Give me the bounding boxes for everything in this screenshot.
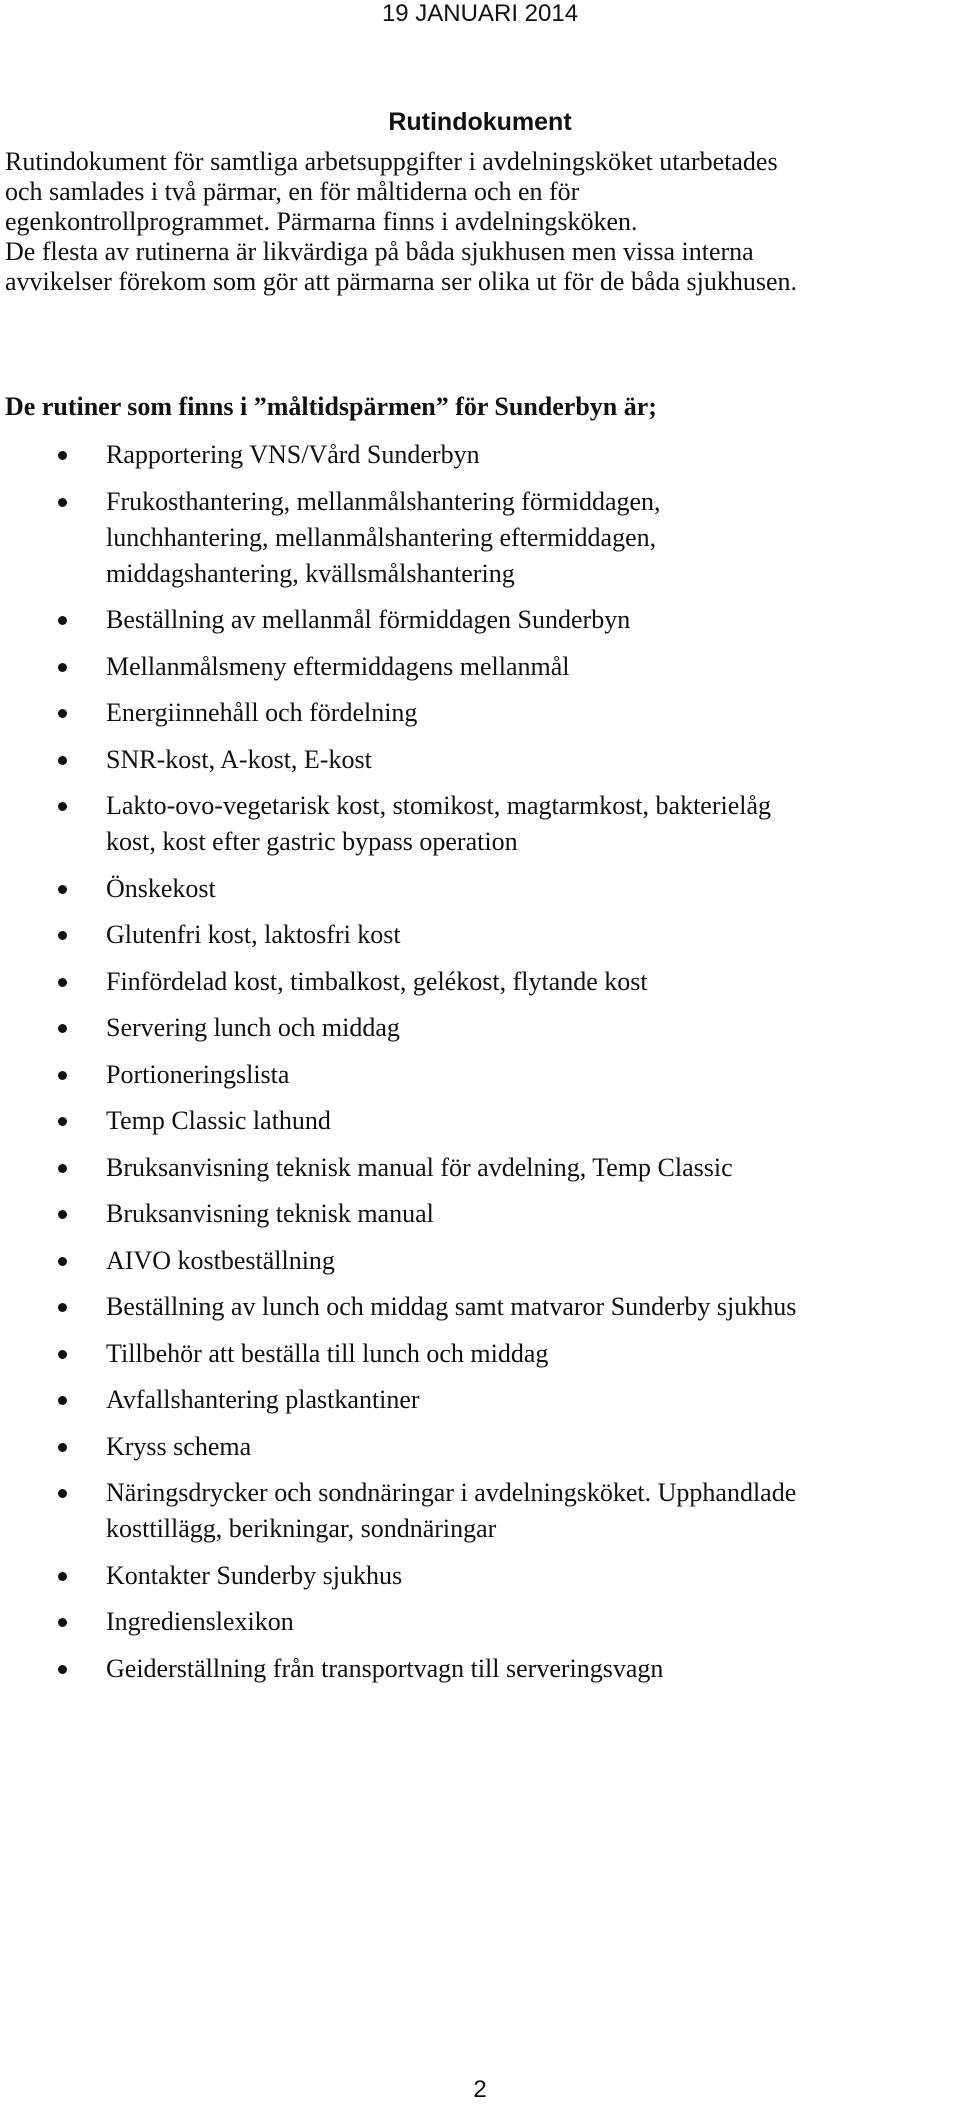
- list-item-text: middagshantering, kvällsmålshantering: [106, 558, 515, 588]
- list-item-text: lunchhantering, mellanmålshantering eftermiddagen,: [106, 522, 657, 552]
- list-item: [0, 1651, 950, 1687]
- bullet-icon: [58, 616, 67, 625]
- list-item-text: Avfallshantering plastkantiner: [106, 1385, 420, 1414]
- list-item: [0, 1057, 950, 1093]
- list-item-text: Mellanmålsmeny eftermiddagens mellanmål: [106, 651, 570, 681]
- list-item-text: Bruksanvisning teknisk manual: [106, 1199, 434, 1228]
- list-item-text: Lakto-ovo-vegetarisk kost, stomikost, magtarmkost, bakterielåg: [106, 791, 772, 820]
- intro-line: avvikelser förekom som gör att pärmarna ser olika ut för de båda sjukhusen.: [5, 267, 798, 296]
- intro-line: Rutindokument för samtliga arbetsuppgifter i avdelningsköket utarbetades: [5, 147, 778, 176]
- list-item-text: Näringsdrycker och sondnäringar i avdelningsköket. Upphandlade: [106, 1478, 797, 1507]
- bullet-icon: [58, 978, 67, 987]
- list-item-text: Energiinnehåll och fördelning: [106, 698, 418, 727]
- list-item: [0, 1336, 950, 1372]
- bullet-icon: [58, 1665, 67, 1674]
- list-item: [0, 871, 950, 907]
- list-item-text: Önskekost: [106, 873, 216, 903]
- bullet-icon: [58, 1071, 67, 1080]
- list-item: [0, 1103, 950, 1139]
- intro-line: och samlades i två pärmar, en för måltiderna och en för: [5, 177, 580, 206]
- bullet-icon: [58, 709, 67, 718]
- bullet-icon: [58, 802, 67, 811]
- list-item: [0, 1475, 950, 1547]
- list-item: [0, 1196, 950, 1232]
- bullet-icon: [58, 756, 67, 765]
- bullet-icon: [58, 663, 67, 672]
- bullet-icon: [58, 1443, 67, 1452]
- list-item: [0, 1289, 950, 1325]
- list-item-text: kost, kost efter gastric bypass operation: [106, 827, 518, 856]
- page-header: [0, 0, 960, 32]
- list-item: [0, 917, 950, 953]
- bullet-icon: [58, 1117, 67, 1126]
- list-item: [0, 1150, 950, 1186]
- list-item-text: AIVO kostbeställning: [106, 1245, 335, 1275]
- bullet-icon: [58, 1303, 67, 1312]
- list-item-text: Temp Classic lathund: [106, 1106, 331, 1135]
- list-item: [0, 1382, 950, 1418]
- list-item-text: Tillbehör att beställa till lunch och middag: [106, 1338, 549, 1368]
- bullet-icon: [58, 451, 67, 460]
- bullet-icon: [58, 1572, 67, 1581]
- list-item: [0, 484, 950, 592]
- list-item-text: Kryss schema: [106, 1431, 252, 1461]
- intro-paragraph: [5, 147, 955, 297]
- list-item-text: kosttillägg, berikningar, sondnäringar: [106, 1514, 497, 1543]
- list-item-text: Servering lunch och middag: [106, 1013, 400, 1042]
- list-item: [0, 964, 950, 1000]
- list-item: [0, 437, 950, 473]
- list-item: [0, 742, 950, 778]
- list-item-text: Beställning av lunch och middag samt matvaror Sunderby sjukhus: [106, 1292, 797, 1321]
- routine-list: [0, 437, 950, 1697]
- list-item: [0, 1558, 950, 1594]
- bullet-icon: [58, 1396, 67, 1405]
- bullet-icon: [58, 498, 67, 507]
- list-item: [0, 695, 950, 731]
- intro-line: egenkontrollprogrammet. Pärmarna finns i avdelningsköken.: [5, 207, 638, 236]
- list-item: [0, 788, 950, 860]
- bullet-icon: [58, 1024, 67, 1033]
- bullet-icon: [58, 1489, 67, 1498]
- bullet-icon: [58, 1350, 67, 1359]
- list-item-text: SNR-kost, A-kost, E-kost: [106, 744, 372, 774]
- list-item: [0, 649, 950, 685]
- page-number: 2: [473, 2076, 487, 2103]
- list-item-text: Glutenfri kost, laktosfri kost: [106, 920, 401, 949]
- list-item-text: Kontakter Sunderby sjukhus: [106, 1560, 403, 1590]
- list-item-text: Frukosthantering, mellanmålshantering förmiddagen,: [106, 486, 661, 516]
- list-item: [0, 1604, 950, 1640]
- bullet-icon: [58, 1257, 67, 1266]
- bullet-icon: [58, 1618, 67, 1627]
- section-heading: De rutiner som finns i ”måltidspärmen” för Sunderbyn är;: [5, 392, 657, 421]
- list-item: [0, 1429, 950, 1465]
- intro-line: De flesta av rutinerna är likvärdiga på båda sjukhusen men vissa interna: [5, 237, 754, 266]
- bullet-icon: [58, 1164, 67, 1173]
- document-title: Rutindokument: [388, 108, 572, 136]
- list-item-text: Beställning av mellanmål förmiddagen Sunderbyn: [106, 605, 631, 634]
- list-item-text: Bruksanvisning teknisk manual för avdelning, Temp Classic: [106, 1152, 733, 1182]
- bullet-icon: [58, 885, 67, 894]
- bullet-icon: [58, 931, 67, 940]
- list-item-text: Portioneringslista: [106, 1059, 290, 1089]
- list-item-text: Geiderställning från transportvagn till serveringsvagn: [106, 1653, 664, 1683]
- list-item-text: Ingredienslexikon: [106, 1607, 294, 1636]
- list-item: [0, 602, 950, 638]
- header-date: 19 JANUARI 2014: [381, 0, 579, 27]
- list-item-text: Rapportering VNS/Vård Sunderbyn: [106, 440, 480, 469]
- list-item-text: Finfördelad kost, timbalkost, gelékost, flytande kost: [106, 966, 648, 996]
- list-item: [0, 1243, 950, 1279]
- list-item: [0, 1010, 950, 1046]
- bullet-icon: [58, 1210, 67, 1219]
